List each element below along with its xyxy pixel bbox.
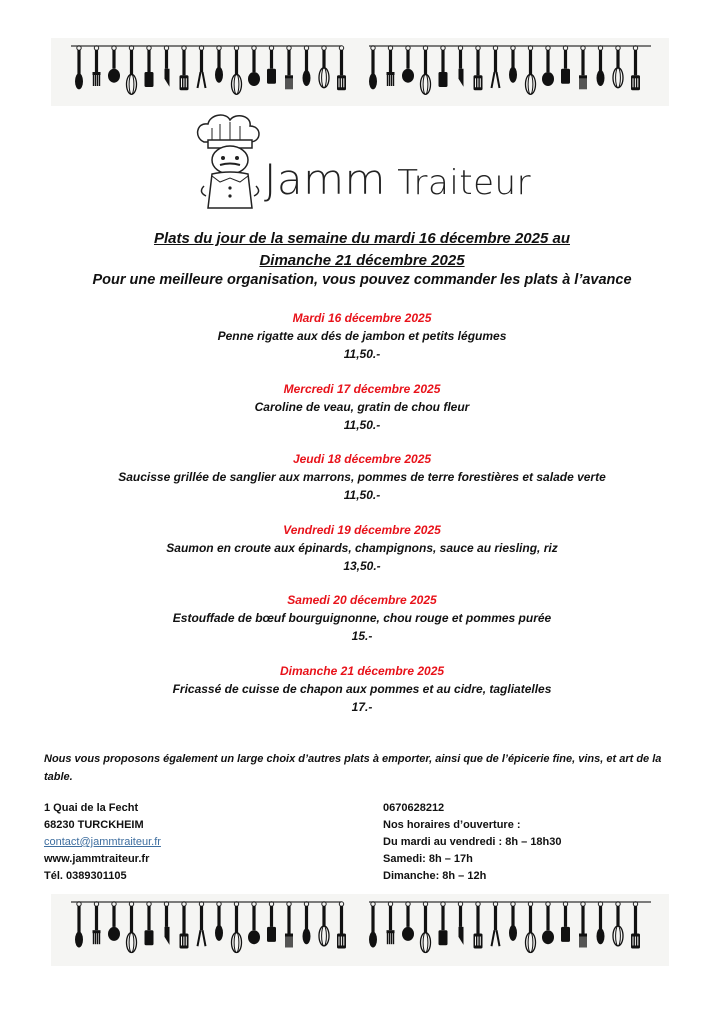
utensil-icon bbox=[526, 902, 536, 953]
hours-sunday: Dimanche: 8h – 12h bbox=[383, 870, 487, 882]
utensil-icon bbox=[613, 902, 623, 946]
dish: Saucisse grillée de sanglier aux marrons, pommes de terre forestières et salade verte bbox=[118, 470, 606, 484]
dish: Penne rigatte aux dés de jambon et petits légumes bbox=[217, 329, 507, 343]
top-utensils-decoration bbox=[51, 38, 669, 106]
utensil-icon bbox=[319, 46, 329, 88]
brand-name-second: Traiteur bbox=[397, 163, 532, 203]
day-name: Dimanche 21 décembre 2025 bbox=[279, 663, 445, 678]
dish: Saumon en croute aux épinards, champignons, sauce au riesling, riz bbox=[166, 540, 558, 555]
contact-address-block bbox=[44, 800, 161, 885]
utensil-icon bbox=[93, 902, 101, 944]
utensil-icon bbox=[509, 46, 517, 83]
utensil-icon bbox=[215, 902, 223, 941]
utensil-icon bbox=[93, 46, 101, 86]
utensil-icon bbox=[492, 46, 500, 88]
dish: Fricassé de cuisse de chapon aux pommes et au cidre, tagliatelles bbox=[172, 681, 552, 696]
menu-day bbox=[0, 522, 724, 593]
utensil-icon bbox=[542, 902, 554, 944]
menu-day bbox=[0, 451, 724, 522]
utensil-icon bbox=[198, 46, 206, 88]
utensil-icon bbox=[232, 902, 242, 953]
utensil-icon bbox=[215, 46, 223, 83]
daily-menu bbox=[0, 310, 724, 733]
utensil-icon bbox=[439, 46, 448, 87]
price: 11,50.- bbox=[343, 347, 381, 361]
utensil-icon bbox=[337, 902, 346, 949]
heading-dates: Dimanche 21 décembre 2025 bbox=[259, 252, 465, 269]
utensil-icon bbox=[248, 902, 260, 944]
utensil-icon bbox=[108, 902, 120, 941]
price: 17.- bbox=[351, 699, 373, 714]
menu-day bbox=[0, 310, 724, 381]
brand-name-first: Jamm bbox=[264, 155, 386, 204]
utensil-icon bbox=[285, 902, 293, 948]
day-name: Mardi 16 décembre 2025 bbox=[292, 311, 432, 325]
utensil-icon bbox=[579, 46, 587, 90]
utensil-icon bbox=[421, 902, 431, 953]
hours-weekday: Du mardi au vendredi : 8h – 18h30 bbox=[383, 836, 562, 848]
email-link[interactable]: contact@jammtraiteur.fr bbox=[44, 836, 161, 848]
utensil-icon bbox=[267, 46, 276, 84]
utensil-icon bbox=[180, 46, 189, 91]
price: 13,50.- bbox=[343, 558, 381, 573]
website: www.jammtraiteur.fr bbox=[44, 853, 150, 865]
brand-name bbox=[264, 155, 531, 204]
utensil-icon bbox=[303, 46, 311, 86]
address-line-1: 1 Quai de la Fecht bbox=[44, 802, 139, 814]
dish: Caroline de veau, gratin de chou fleur bbox=[254, 399, 470, 414]
utensil-icon bbox=[597, 46, 605, 86]
address-line-2: 68230 TURCKHEIM bbox=[44, 819, 144, 831]
menu-day bbox=[0, 663, 724, 734]
utensil-icon bbox=[492, 902, 500, 946]
menu-day bbox=[0, 381, 724, 452]
day-name: Vendredi 19 décembre 2025 bbox=[283, 522, 441, 537]
price: 11,50.- bbox=[343, 417, 381, 432]
utensil-icon bbox=[369, 46, 377, 90]
heading-order-note: Pour une meilleure organisation, vous pouvez commander les plats à l’avance bbox=[92, 272, 632, 288]
utensil-icon bbox=[474, 902, 483, 949]
utensil-icon bbox=[561, 902, 570, 942]
utensil-icon bbox=[561, 46, 570, 84]
bottom-utensils-decoration bbox=[51, 894, 669, 966]
utensil-icon bbox=[387, 902, 395, 944]
utensil-icon bbox=[631, 902, 640, 949]
utensil-icon bbox=[75, 902, 83, 948]
utensil-icon bbox=[285, 46, 293, 90]
hours-saturday: Samedi: 8h – 17h bbox=[383, 853, 473, 865]
utensil-icon bbox=[458, 46, 463, 87]
utensil-icon bbox=[631, 46, 640, 91]
chef-icon bbox=[190, 112, 270, 212]
hours-title: Nos horaires d’ouverture : bbox=[383, 819, 521, 831]
utensil-icon bbox=[319, 902, 329, 946]
utensil-icon bbox=[579, 902, 587, 948]
utensil-icon bbox=[526, 46, 536, 95]
utensil-icon bbox=[597, 902, 605, 944]
utensil-icon bbox=[369, 902, 377, 948]
utensil-icon bbox=[613, 46, 623, 88]
utensil-icon bbox=[402, 46, 414, 83]
utensil-icon bbox=[127, 902, 137, 953]
utensil-icon bbox=[402, 902, 414, 941]
utensil-icon bbox=[542, 46, 554, 86]
utensil-icon bbox=[180, 902, 189, 949]
price: 15.- bbox=[351, 629, 373, 643]
utensil-icon bbox=[108, 46, 120, 83]
dish: Estouffade de bœuf bourguignonne, chou rouge et pommes purée bbox=[172, 611, 552, 625]
utensil-icon bbox=[421, 46, 431, 95]
utensil-icon bbox=[198, 902, 206, 946]
utensil-icon bbox=[509, 902, 517, 941]
utensil-icon bbox=[232, 46, 242, 95]
day-name: Jeudi 18 décembre 2025 bbox=[292, 452, 432, 466]
day-name: Samedi 20 décembre 2025 bbox=[287, 593, 437, 607]
utensil-icon bbox=[458, 902, 463, 945]
mobile: 0670628212 bbox=[383, 802, 445, 814]
utensil-icon bbox=[145, 46, 154, 87]
utensil-icon bbox=[439, 902, 448, 945]
price: 11,50.- bbox=[343, 488, 381, 502]
utensil-icon bbox=[337, 46, 346, 91]
utensil-icon bbox=[127, 46, 137, 95]
heading-week: Plats du jour de la semaine du mardi 16 décembre 2025 au bbox=[153, 230, 570, 247]
phone: Tél. 0389301105 bbox=[44, 870, 127, 882]
contact-hours-block bbox=[383, 800, 562, 885]
utensil-icon bbox=[248, 46, 260, 86]
menu-day bbox=[0, 592, 724, 663]
utensil-icon bbox=[164, 46, 169, 87]
utensil-icon bbox=[474, 46, 483, 91]
day-name: Mercredi 17 décembre 2025 bbox=[283, 381, 441, 396]
utensil-icon bbox=[387, 46, 395, 86]
utensil-icon bbox=[267, 902, 276, 942]
utensil-icon bbox=[303, 902, 311, 944]
utensil-icon bbox=[145, 902, 154, 945]
utensil-icon bbox=[75, 46, 83, 90]
utensil-icon bbox=[164, 902, 169, 945]
additional-offer-note: Nous vous proposons également un large choix d’autres plats à emporter, ainsi que de l’épicerie fine, vins, et art de la table. bbox=[44, 753, 662, 783]
